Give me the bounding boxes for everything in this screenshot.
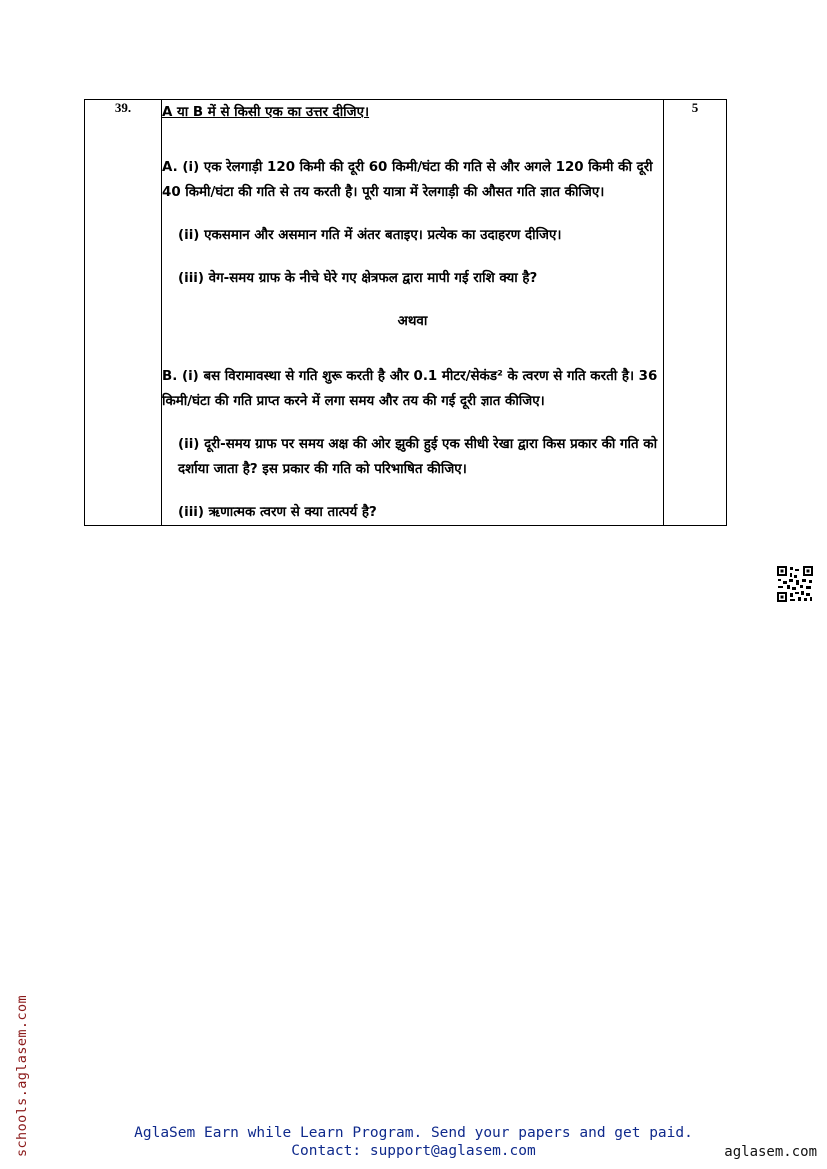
part-b-ii: (ii) दूरी-समय ग्राफ पर समय अक्ष की ओर झुकी हुई एक सीधी रेखा द्वारा किस प्रकार की गति को दर्शाया जाता है? इस प्रकार की गति को परिभाषित कीजिए। — [178, 437, 658, 477]
question-content — [162, 100, 664, 526]
footer-program-text: AglaSem Earn while Learn Program. Send your papers and get paid. — [134, 1125, 693, 1141]
part-b-i: B. (i) बस विरामावस्था से गति शुरू करती है और 0.1 मीटर/सेकंड² के त्वरण से गति करती है। 36 किमी/घंटा की गति प्राप्त करने में लगा समय और तय की गई दूरी ज्ञात कीजिए। — [162, 369, 658, 409]
question-table — [84, 99, 727, 526]
part-a-iii: (iii) वेग-समय ग्राफ के नीचे घेरे गए क्षेत्रफल द्वारा मापी गई राशि क्या है? — [178, 271, 538, 286]
footer-watermark — [0, 1124, 827, 1160]
brand-text: aglasem.com — [724, 1144, 817, 1160]
question-number: 39. — [85, 100, 162, 526]
question-row — [85, 100, 727, 526]
part-a-ii: (ii) एकसमान और असमान गति में अंतर बताइए। प्रत्येक का उदाहरण दीजिए। — [178, 228, 562, 243]
footer-contact-text: Contact: support@aglasem.com — [291, 1143, 536, 1159]
part-b-iii: (iii) ऋणात्मक त्वरण से क्या तात्पर्य है? — [178, 505, 377, 520]
question-instruction: A या B में से किसी एक का उत्तर दीजिए। — [162, 105, 370, 120]
side-watermark: schools.aglasem.com — [14, 994, 30, 1157]
or-label: अथवा — [397, 314, 428, 329]
qr-code-icon — [776, 565, 814, 603]
question-marks: 5 — [664, 100, 727, 526]
part-a-i: A. (i) एक रेलगाड़ी 120 किमी की दूरी 60 किमी/घंटा की गति से और अगले 120 किमी की दूरी 40 किमी/घंटा की गति से तय करती है। पूरी यात्रा में रेलगाड़ी की औसत गति ज्ञात कीजिए। — [162, 160, 653, 200]
